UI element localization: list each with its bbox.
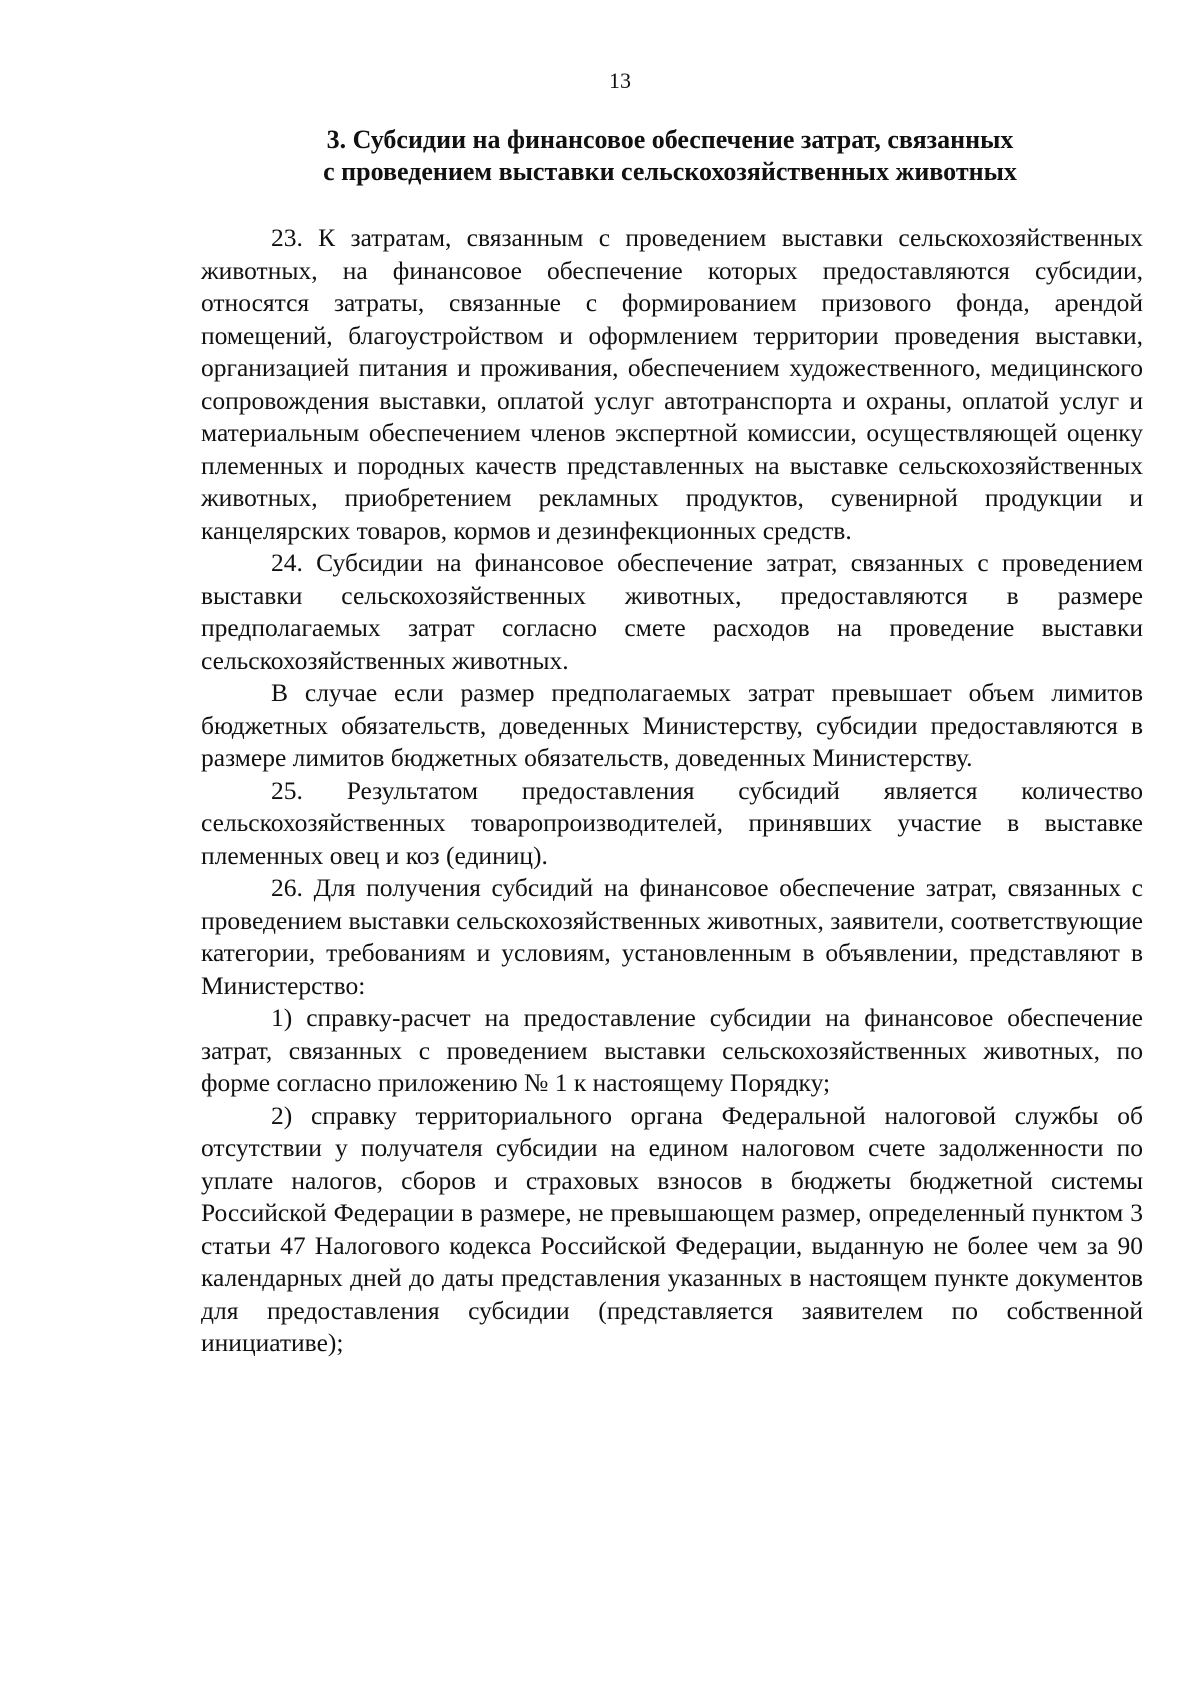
page-number: 13 <box>609 68 631 93</box>
paragraph-23: 23. К затратам, связанным с проведением выставки сельскохозяйственных животных, на финансовое обеспечение которых предоставляются субсидии, относятся затраты, связанные с формированием призового фонда, арендой помещений, благоустройством и оформлением территории проведения выставки, организацией питания и проживания, обеспечением художественного, медицинского сопровождения выставки, оплатой услуг автотранспорта и охраны, оплатой услуг и материальным обеспечением членов экспертной комиссии, осуществляющей оценку племенных и породных качеств представленных на выставке сельскохозяйственных животных, приобретением рекламных продуктов, сувенирной продукции и канцелярских товаров, кормов и дезинфекционных средств. <box>201 223 1143 545</box>
list-item-1: 1) справку-расчет на предоставление субсидии на финансовое обеспечение затрат, связанных с проведением выставки сельскохозяйственных животных, по форме согласно приложению № 1 к настоящему Порядку; <box>201 1003 1143 1097</box>
paragraph-24: 24. Субсидии на финансовое обеспечение затрат, связанных с проведением выставки сельскохозяйственных животных, предоставляются в размере предполагаемых затрат согласно смете расходов на проведение выставки сельскохозяйственных животных. <box>201 548 1143 675</box>
list-item-2: 2) справку территориального органа Федеральной налоговой службы об отсутствии у получателя субсидии на едином налоговом счете задолженности по уплате налогов, сборов и страховых взносов в бюджеты бюджетной системы Российской Федерации в размере, не превышающем размер, определенный пунктом 3 статьи 47 Налогового кодекса Российской Федерации, выданную не более чем за 90 календарных дней до даты представления указанных в настоящем пункте документов для предоставления субсидии (представляется заявителем по собственной инициативе); <box>201 1100 1143 1357</box>
section-body <box>201 222 1143 1360</box>
section-heading <box>200 124 1140 188</box>
section-heading-line-2: с проведением выставки сельскохозяйственных животных <box>323 157 1017 186</box>
paragraph-24-limits: В случае если размер предполагаемых затрат превышает объем лимитов бюджетных обязательств, доведенных Министерству, субсидии предоставляются в размере лимитов бюджетных обязательств, доведенных Министерству. <box>201 678 1143 772</box>
paragraph-26: 26. Для получения субсидий на финансовое обеспечение затрат, связанных с проведением выставки сельскохозяйственных животных, заявители, соответствующие категории, требованиям и условиям, установленным в объявлении, представляют в Министерство: <box>201 873 1143 1000</box>
paragraph-25: 25. Результатом предоставления субсидий является количество сельскохозяйственных товаропроизводителей, принявших участие в выставке племенных овец и коз (единиц). <box>201 775 1143 870</box>
section-heading-line-1: 3. Субсидии на финансовое обеспечение затрат, связанных <box>326 125 1014 154</box>
